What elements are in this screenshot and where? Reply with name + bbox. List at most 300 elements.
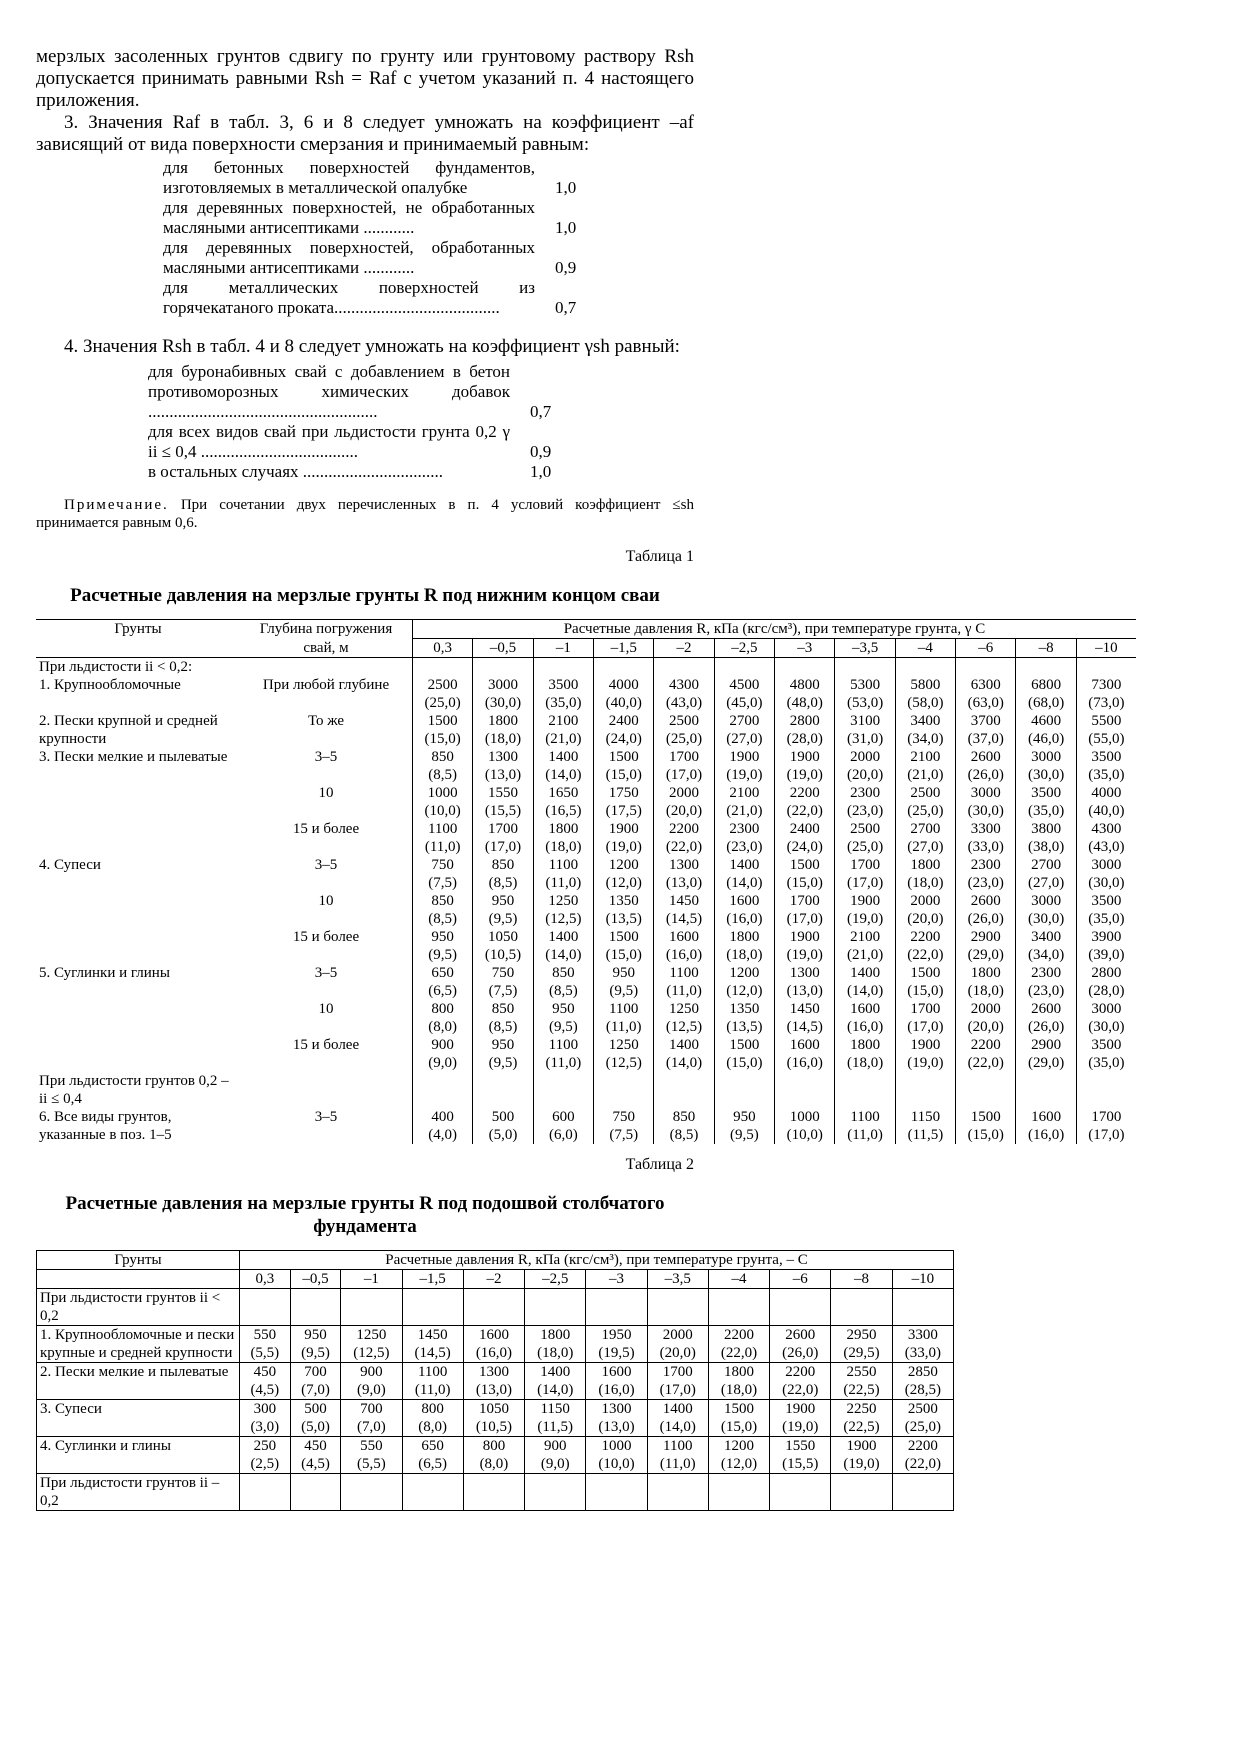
table2-value-cell: 1600 (16,0) — [586, 1363, 647, 1400]
table1-value-cell: 1500 (15,0) — [413, 712, 473, 748]
table1-value-cell: 2500 (25,0) — [413, 676, 473, 712]
table1-soil-cell: 3. Пески мелкие и пылеватые — [39, 749, 228, 765]
coef-af-item — [163, 278, 593, 318]
table1-value-cell: 900 (9,0) — [413, 1036, 473, 1072]
table1-value-cell: 4300 (43,0) — [654, 676, 714, 712]
table2-value-cell: 1550 (15,5) — [770, 1437, 831, 1474]
table1-value-cell: 1100 (11,0) — [533, 1036, 593, 1072]
table1-value-cell — [1076, 658, 1136, 677]
table1-temp-header: –8 — [1016, 639, 1076, 658]
table1-value-cell: 3800 (38,0) — [1016, 820, 1076, 856]
table2-soil-cell: 3. Супеси — [37, 1400, 240, 1437]
table2-soil-cell: 1. Крупнообломочные и пески крупные и средней крупности — [37, 1326, 240, 1363]
table1-value-cell: 1900 (19,0) — [594, 820, 654, 856]
table1-value-cell — [895, 658, 955, 677]
table1-depth-cell: 3–5 — [314, 965, 338, 981]
table2-value-cell — [341, 1474, 402, 1511]
table1-temp-header: –1 — [533, 639, 593, 658]
table1-row — [36, 658, 1136, 677]
table1-value-cell: 4800 (48,0) — [775, 676, 835, 712]
table2-temp-header: –3 — [586, 1270, 647, 1289]
table2-value-cell — [402, 1474, 463, 1511]
coef-af-item-desc: для деревянных поверхностей, обработанных масляными антисептиками ............ — [163, 238, 535, 277]
table1-value-cell: 950 (9,5) — [473, 892, 533, 928]
coef-af-item-desc: для деревянных поверхностей, не обработанных масляными антисептиками ............ — [163, 198, 535, 237]
table1-header-row-1 — [36, 620, 1136, 639]
table1-value-cell: 1150 (11,5) — [895, 1108, 955, 1144]
table2-row — [37, 1437, 954, 1474]
table1-row — [36, 964, 1136, 1000]
table2-value-cell: 550 (5,5) — [341, 1437, 402, 1474]
table1-value-cell — [533, 1072, 593, 1108]
table1-value-cell: 2100 (21,0) — [533, 712, 593, 748]
table1-value-cell: 1450 (14,5) — [775, 1000, 835, 1036]
table2-label: Таблица 2 — [625, 1156, 694, 1173]
table1-value-cell — [413, 1072, 473, 1108]
table1-row — [36, 712, 1136, 748]
table1-value-cell: 950 (9,5) — [714, 1108, 774, 1144]
table1-value-cell: 1100 (11,0) — [835, 1108, 895, 1144]
table1-soil-cell: 5. Суглинки и глины — [39, 965, 170, 981]
table2-value-cell: 1400 (14,0) — [647, 1400, 708, 1437]
table1-value-cell: 2600 (26,0) — [956, 748, 1016, 784]
table2-value-cell: 450 (4,5) — [240, 1363, 291, 1400]
table1-head-depth: Глубина погружения — [240, 620, 413, 639]
table1-value-cell — [1016, 1072, 1076, 1108]
table1-depth-cell: 10 — [318, 1001, 334, 1017]
table2-value-cell — [586, 1289, 647, 1326]
table1-temp-header: –2,5 — [714, 639, 774, 658]
table1-value-cell — [835, 658, 895, 677]
paragraph-4-section — [36, 336, 694, 358]
coef-af-item-desc: для бетонных поверхностей фундаментов, изготовляемых в металлической опалубке — [163, 158, 535, 197]
table1-value-cell: 600 (6,0) — [533, 1108, 593, 1144]
table2-temp-header: –6 — [770, 1270, 831, 1289]
table1-value-cell: 2600 (26,0) — [1016, 1000, 1076, 1036]
table1-value-cell: 1200 (12,0) — [714, 964, 774, 1000]
table1-value-cell: 2700 (27,0) — [895, 820, 955, 856]
table1-value-cell: 1350 (13,5) — [714, 1000, 774, 1036]
table1-head-values: Расчетные давления R, кПа (кгс/см³), при температуре грунта, γ С — [413, 620, 1137, 639]
table1-value-cell: 950 (9,5) — [533, 1000, 593, 1036]
table1-depth-cell: 3–5 — [314, 749, 338, 765]
table2-value-cell: 1950 (19,5) — [586, 1326, 647, 1363]
table1-value-cell: 3000 (30,0) — [1076, 1000, 1136, 1036]
table1-temp-header: –3 — [775, 639, 835, 658]
table1-value-cell: 1800 (18,0) — [895, 856, 955, 892]
table2-value-cell: 1200 (12,0) — [708, 1437, 769, 1474]
table1-value-cell: 1700 (17,0) — [654, 748, 714, 784]
table1-value-cell — [956, 1072, 1016, 1108]
table1-value-cell: 850 (8,5) — [413, 748, 473, 784]
coef-sh-item-desc: в остальных случаях ................................. — [148, 462, 444, 481]
table2-row — [37, 1326, 954, 1363]
table1-value-cell: 2500 (25,0) — [895, 784, 955, 820]
table1-value-cell: 6300 (63,0) — [956, 676, 1016, 712]
table1-soil-cell — [36, 1036, 240, 1072]
table2-value-cell: 300 (3,0) — [240, 1400, 291, 1437]
table2-value-cell — [341, 1289, 402, 1326]
table1-depth-cell: 10 — [318, 893, 334, 909]
table1-value-cell — [835, 1072, 895, 1108]
table1-value-cell: 1250 (12,5) — [533, 892, 593, 928]
table2-soil-cell: При льдистости грунтов ii < 0,2 — [37, 1289, 240, 1326]
table1-temp-header: –3,5 — [835, 639, 895, 658]
table1-value-cell: 2500 (25,0) — [835, 820, 895, 856]
table1-value-cell: 1100 (11,0) — [413, 820, 473, 856]
table1-value-cell: 1700 (17,0) — [775, 892, 835, 928]
table2-value-cell: 1100 (11,0) — [647, 1437, 708, 1474]
table1-value-cell: 1700 (17,0) — [835, 856, 895, 892]
table1-value-cell: 1500 (15,0) — [594, 748, 654, 784]
coef-sh-list — [148, 362, 568, 482]
table1-value-cell: 1100 (11,0) — [654, 964, 714, 1000]
table1-row — [36, 748, 1136, 784]
table1-value-cell: 2800 (28,0) — [1076, 964, 1136, 1000]
table2-value-cell: 1150 (11,5) — [525, 1400, 586, 1437]
table1-head-depth-unit: свай, м — [240, 639, 413, 658]
table2 — [36, 1250, 954, 1511]
table1-value-cell: 2000 (20,0) — [835, 748, 895, 784]
table1-value-cell: 2800 (28,0) — [775, 712, 835, 748]
table1-value-cell: 3400 (34,0) — [1016, 928, 1076, 964]
table1-temp-header: –10 — [1076, 639, 1136, 658]
table1-value-cell: 1900 (19,0) — [714, 748, 774, 784]
table1-value-cell — [895, 1072, 955, 1108]
table1-value-cell — [714, 1072, 774, 1108]
table1-value-cell: 1400 (14,0) — [533, 748, 593, 784]
coef-af-item-value: 0,9 — [555, 258, 577, 277]
table1-value-cell — [714, 658, 774, 677]
table1-depth-cell: 3–5 — [314, 857, 338, 873]
table1-temp-header: –4 — [895, 639, 955, 658]
table1-value-cell: 2400 (24,0) — [775, 820, 835, 856]
table1-value-cell: 1900 (19,0) — [775, 748, 835, 784]
coef-sh-item-desc: для буронабивных свай с добавлением в бетон противоморозных химических добавок ...................................................... — [148, 362, 510, 421]
table1-value-cell: 1050 (10,5) — [473, 928, 533, 964]
intro-paragraph-1: мерзлых засоленных грунтов сдвигу по грунту или грунтовому раствору Rsh допускается принимать равными Rsh = Raf с учетом указаний п. 4 настоящего приложения. — [36, 46, 694, 111]
table1-soil-cell — [36, 1000, 240, 1036]
table2-temp-header: –1,5 — [402, 1270, 463, 1289]
table1-row — [36, 928, 1136, 964]
table2-value-cell — [240, 1289, 291, 1326]
table1-value-cell: 2400 (24,0) — [594, 712, 654, 748]
table1-value-cell: 1500 (15,0) — [714, 1036, 774, 1072]
table2-value-cell: 1700 (17,0) — [647, 1363, 708, 1400]
table1-value-cell: 1900 (19,0) — [895, 1036, 955, 1072]
table2-value-cell — [290, 1289, 341, 1326]
table1-row — [36, 1072, 1136, 1108]
note-label: Примечание. — [64, 497, 169, 513]
table1-value-cell: 1600 (16,0) — [714, 892, 774, 928]
table1-row — [36, 1000, 1136, 1036]
document-page — [36, 46, 1204, 1511]
table1-value-cell: 1400 (14,0) — [654, 1036, 714, 1072]
table2-soil-cell: 4. Суглинки и глины — [37, 1437, 240, 1474]
table1-value-cell: 4000 (40,0) — [1076, 784, 1136, 820]
table1-depth-cell — [240, 1072, 413, 1108]
table1-value-cell: 2200 (22,0) — [956, 1036, 1016, 1072]
table1-value-cell: 2100 (21,0) — [714, 784, 774, 820]
table2-header-row-1 — [37, 1251, 954, 1270]
table1-value-cell: 2100 (21,0) — [835, 928, 895, 964]
coef-sh-item — [148, 422, 568, 462]
table2-row — [37, 1363, 954, 1400]
coef-af-item — [163, 238, 593, 278]
table1-soil-cell: 1. Крупнообломочные — [39, 677, 181, 693]
table1-soil-cell — [36, 892, 240, 928]
table1-temp-header: 0,3 — [413, 639, 473, 658]
table1-value-cell: 1600 (16,0) — [835, 1000, 895, 1036]
table1-value-cell: 800 (8,0) — [413, 1000, 473, 1036]
table2-value-cell: 650 (6,5) — [402, 1437, 463, 1474]
table1-value-cell: 2500 (25,0) — [654, 712, 714, 748]
table2-header-row-2 — [37, 1270, 954, 1289]
table1-value-cell: 1350 (13,5) — [594, 892, 654, 928]
table1-row — [36, 892, 1136, 928]
table1-value-cell: 650 (6,5) — [413, 964, 473, 1000]
table1-soil-cell: При льдистости грунтов 0,2 – ii ≤ 0,4 — [39, 1073, 229, 1107]
table1-value-cell: 3700 (37,0) — [956, 712, 1016, 748]
table2-temp-header: –2 — [463, 1270, 524, 1289]
table1-head-soil: Грунты — [36, 620, 240, 639]
table2-temp-header: –2,5 — [525, 1270, 586, 1289]
table2-row — [37, 1400, 954, 1437]
table2-value-cell: 1600 (16,0) — [463, 1326, 524, 1363]
table1-value-cell: 1500 (15,0) — [956, 1108, 1016, 1144]
table1-value-cell: 1600 (16,0) — [1016, 1108, 1076, 1144]
table1-value-cell: 1300 (13,0) — [654, 856, 714, 892]
table2-value-cell: 1500 (15,0) — [708, 1400, 769, 1437]
table1-value-cell: 1600 (16,0) — [775, 1036, 835, 1072]
table1-depth-cell — [240, 658, 413, 677]
table1-value-cell: 1550 (15,5) — [473, 784, 533, 820]
table1-value-cell: 2000 (20,0) — [956, 1000, 1016, 1036]
table1-value-cell: 1600 (16,0) — [654, 928, 714, 964]
table1-value-cell: 2200 (22,0) — [775, 784, 835, 820]
table1-value-cell: 4300 (43,0) — [1076, 820, 1136, 856]
table1-temp-header: –2 — [654, 639, 714, 658]
table1-value-cell: 6800 (68,0) — [1016, 676, 1076, 712]
table2-head-values: Расчетные давления R, кПа (кгс/см³), при температуре грунта, – С — [240, 1251, 954, 1270]
table1-value-cell: 3500 (35,0) — [1016, 784, 1076, 820]
table1-value-cell — [473, 1072, 533, 1108]
table1-value-cell: 1800 (18,0) — [714, 928, 774, 964]
table1-value-cell: 1200 (12,0) — [594, 856, 654, 892]
table1-soil-cell: 6. Все виды грунтов, указанные в поз. 1–5 — [39, 1109, 172, 1143]
table1-value-cell: 2100 (21,0) — [895, 748, 955, 784]
table1-value-cell: 3500 (35,0) — [1076, 1036, 1136, 1072]
coef-af-item-value: 1,0 — [555, 218, 577, 237]
table1-soil-cell: 2. Пески крупной и средней крупности — [39, 713, 218, 747]
table1-value-cell: 3500 (35,0) — [1076, 892, 1136, 928]
table1-value-cell: 5800 (58,0) — [895, 676, 955, 712]
table2-value-cell — [240, 1474, 291, 1511]
table1-value-cell: 1450 (14,5) — [654, 892, 714, 928]
table2-value-cell: 700 (7,0) — [290, 1363, 341, 1400]
table1-soil-cell — [36, 784, 240, 820]
table2-value-cell — [831, 1289, 892, 1326]
table1-value-cell: 4500 (45,0) — [714, 676, 774, 712]
table2-value-cell: 900 (9,0) — [525, 1437, 586, 1474]
table2-value-cell: 2250 (22,5) — [831, 1400, 892, 1437]
coef-af-item — [163, 158, 593, 198]
table1-temp-header: –1,5 — [594, 639, 654, 658]
table1-value-cell — [1016, 658, 1076, 677]
coef-af-item-value: 0,7 — [555, 298, 577, 317]
table2-value-cell: 2550 (22,5) — [831, 1363, 892, 1400]
table1-value-cell: 1400 (14,0) — [533, 928, 593, 964]
note — [36, 496, 694, 532]
table1-value-cell: 1800 (18,0) — [956, 964, 1016, 1000]
table2-value-cell: 950 (9,5) — [290, 1326, 341, 1363]
table2-value-cell: 2200 (22,0) — [708, 1326, 769, 1363]
table1 — [36, 619, 1136, 1144]
table2-value-cell — [770, 1474, 831, 1511]
table1-value-cell: 3300 (33,0) — [956, 820, 1016, 856]
table2-value-cell: 2950 (29,5) — [831, 1326, 892, 1363]
table1-value-cell: 5300 (53,0) — [835, 676, 895, 712]
table2-soil-cell: При льдистости грунтов ii – 0,2 — [37, 1474, 240, 1511]
table1-value-cell: 1000 (10,0) — [413, 784, 473, 820]
table2-value-cell: 1000 (10,0) — [586, 1437, 647, 1474]
table1-value-cell — [775, 1072, 835, 1108]
table1-value-cell: 3000 (30,0) — [956, 784, 1016, 820]
table1-value-cell: 2900 (29,0) — [956, 928, 1016, 964]
table2-temp-header: –8 — [831, 1270, 892, 1289]
table2-value-cell: 250 (2,5) — [240, 1437, 291, 1474]
table1-soil-cell — [36, 928, 240, 964]
table2-value-cell — [831, 1474, 892, 1511]
table2-value-cell — [463, 1289, 524, 1326]
table1-value-cell: 750 (7,5) — [473, 964, 533, 1000]
table1-value-cell: 750 (7,5) — [594, 1108, 654, 1144]
table1-value-cell: 850 (8,5) — [473, 1000, 533, 1036]
table2-value-cell: 800 (8,0) — [463, 1437, 524, 1474]
table1-value-cell: 2000 (20,0) — [654, 784, 714, 820]
table1-value-cell: 500 (5,0) — [473, 1108, 533, 1144]
table1-depth-cell: 3–5 — [314, 1109, 338, 1125]
note-section — [36, 496, 694, 532]
coef-sh-item-value: 0,7 — [530, 402, 552, 421]
table2-value-cell: 2000 (20,0) — [647, 1326, 708, 1363]
table2-value-cell: 1300 (13,0) — [463, 1363, 524, 1400]
table1-value-cell: 1300 (13,0) — [775, 964, 835, 1000]
table1-row — [36, 676, 1136, 712]
table1-value-cell — [654, 658, 714, 677]
table2-value-cell: 1250 (12,5) — [341, 1326, 402, 1363]
table1-value-cell: 1750 (17,5) — [594, 784, 654, 820]
table1-soil-cell: При льдистости ii < 0,2: — [39, 659, 193, 675]
table2-row — [37, 1474, 954, 1511]
table2-value-cell: 1050 (10,5) — [463, 1400, 524, 1437]
table2-value-cell — [463, 1474, 524, 1511]
coef-sh-item — [148, 362, 568, 422]
coef-af-item-desc: для металлических поверхностей из горячекатаного проката....................................... — [163, 278, 535, 317]
table1-value-cell: 3000 (30,0) — [473, 676, 533, 712]
table1-value-cell: 1500 (15,0) — [895, 964, 955, 1000]
table1-value-cell: 850 (8,5) — [473, 856, 533, 892]
table1-value-cell: 1800 (18,0) — [835, 1036, 895, 1072]
table2-row — [37, 1289, 954, 1326]
table1-depth-cell: 10 — [318, 785, 334, 801]
table2-value-cell — [647, 1289, 708, 1326]
table1-value-cell: 950 (9,5) — [473, 1036, 533, 1072]
table1-value-cell: 3500 (35,0) — [1076, 748, 1136, 784]
table2-value-cell: 1450 (14,5) — [402, 1326, 463, 1363]
table1-title: Расчетные давления на мерзлые грунты R под нижним концом сваи — [70, 585, 660, 606]
table1-depth-cell: То же — [307, 713, 345, 729]
table1-row — [36, 856, 1136, 892]
table1-value-cell: 1500 (15,0) — [594, 928, 654, 964]
table1-row — [36, 1108, 1136, 1144]
table2-value-cell: 1100 (11,0) — [402, 1363, 463, 1400]
table1-value-cell: 850 (8,5) — [533, 964, 593, 1000]
table1-value-cell: 3000 (30,0) — [1016, 748, 1076, 784]
table1-value-cell: 1700 (17,0) — [473, 820, 533, 856]
table1-value-cell: 1000 (10,0) — [775, 1108, 835, 1144]
table1-value-cell: 3900 (39,0) — [1076, 928, 1136, 964]
table1-label: Таблица 1 — [625, 548, 694, 565]
table1-value-cell: 2900 (29,0) — [1016, 1036, 1076, 1072]
table2-value-cell — [525, 1474, 586, 1511]
table2-value-cell — [647, 1474, 708, 1511]
table2-temp-header: –3,5 — [647, 1270, 708, 1289]
table1-value-cell: 850 (8,5) — [654, 1108, 714, 1144]
table1-value-cell — [533, 658, 593, 677]
table1-value-cell: 750 (7,5) — [413, 856, 473, 892]
table1-row — [36, 784, 1136, 820]
table1-value-cell: 2200 (22,0) — [895, 928, 955, 964]
table2-value-cell — [892, 1474, 953, 1511]
table1-value-cell: 3000 (30,0) — [1076, 856, 1136, 892]
coef-sh-item-value: 1,0 — [530, 462, 552, 481]
table2-value-cell — [770, 1289, 831, 1326]
table2-value-cell — [525, 1289, 586, 1326]
table1-value-cell: 5500 (55,0) — [1076, 712, 1136, 748]
table1-value-cell — [594, 658, 654, 677]
table1-value-cell: 1250 (12,5) — [594, 1036, 654, 1072]
coef-af-item — [163, 198, 593, 238]
table2-value-cell: 1300 (13,0) — [586, 1400, 647, 1437]
table2-value-cell: 1800 (18,0) — [525, 1326, 586, 1363]
coef-sh-item-desc: для всех видов свай при льдистости грунта 0,2 γ ii ≤ 0,4 ..................................... — [148, 422, 510, 461]
table2-value-cell: 900 (9,0) — [341, 1363, 402, 1400]
table2-temp-header: –1 — [341, 1270, 402, 1289]
table2-value-cell: 450 (4,5) — [290, 1437, 341, 1474]
table2-temp-header: –4 — [708, 1270, 769, 1289]
table1-value-cell — [654, 1072, 714, 1108]
table1-value-cell: 2600 (26,0) — [956, 892, 1016, 928]
table1-value-cell: 4000 (40,0) — [594, 676, 654, 712]
table2-value-cell: 1800 (18,0) — [708, 1363, 769, 1400]
table1-header-row-2 — [36, 639, 1136, 658]
table1-value-cell: 2200 (22,0) — [654, 820, 714, 856]
table2-value-cell — [402, 1289, 463, 1326]
table1-value-cell: 2000 (20,0) — [895, 892, 955, 928]
table2-temp-header: 0,3 — [240, 1270, 291, 1289]
table2-value-cell: 550 (5,5) — [240, 1326, 291, 1363]
table1-value-cell: 1400 (14,0) — [835, 964, 895, 1000]
table1-value-cell: 4600 (46,0) — [1016, 712, 1076, 748]
table1-depth-cell: При любой глубине — [262, 677, 390, 693]
table1-depth-cell: 15 и более — [292, 1037, 360, 1053]
table1-value-cell: 1700 (17,0) — [1076, 1108, 1136, 1144]
table2-value-cell — [708, 1289, 769, 1326]
table1-value-cell: 1250 (12,5) — [654, 1000, 714, 1036]
table1-value-cell: 1800 (18,0) — [473, 712, 533, 748]
table1-value-cell: 3100 (31,0) — [835, 712, 895, 748]
